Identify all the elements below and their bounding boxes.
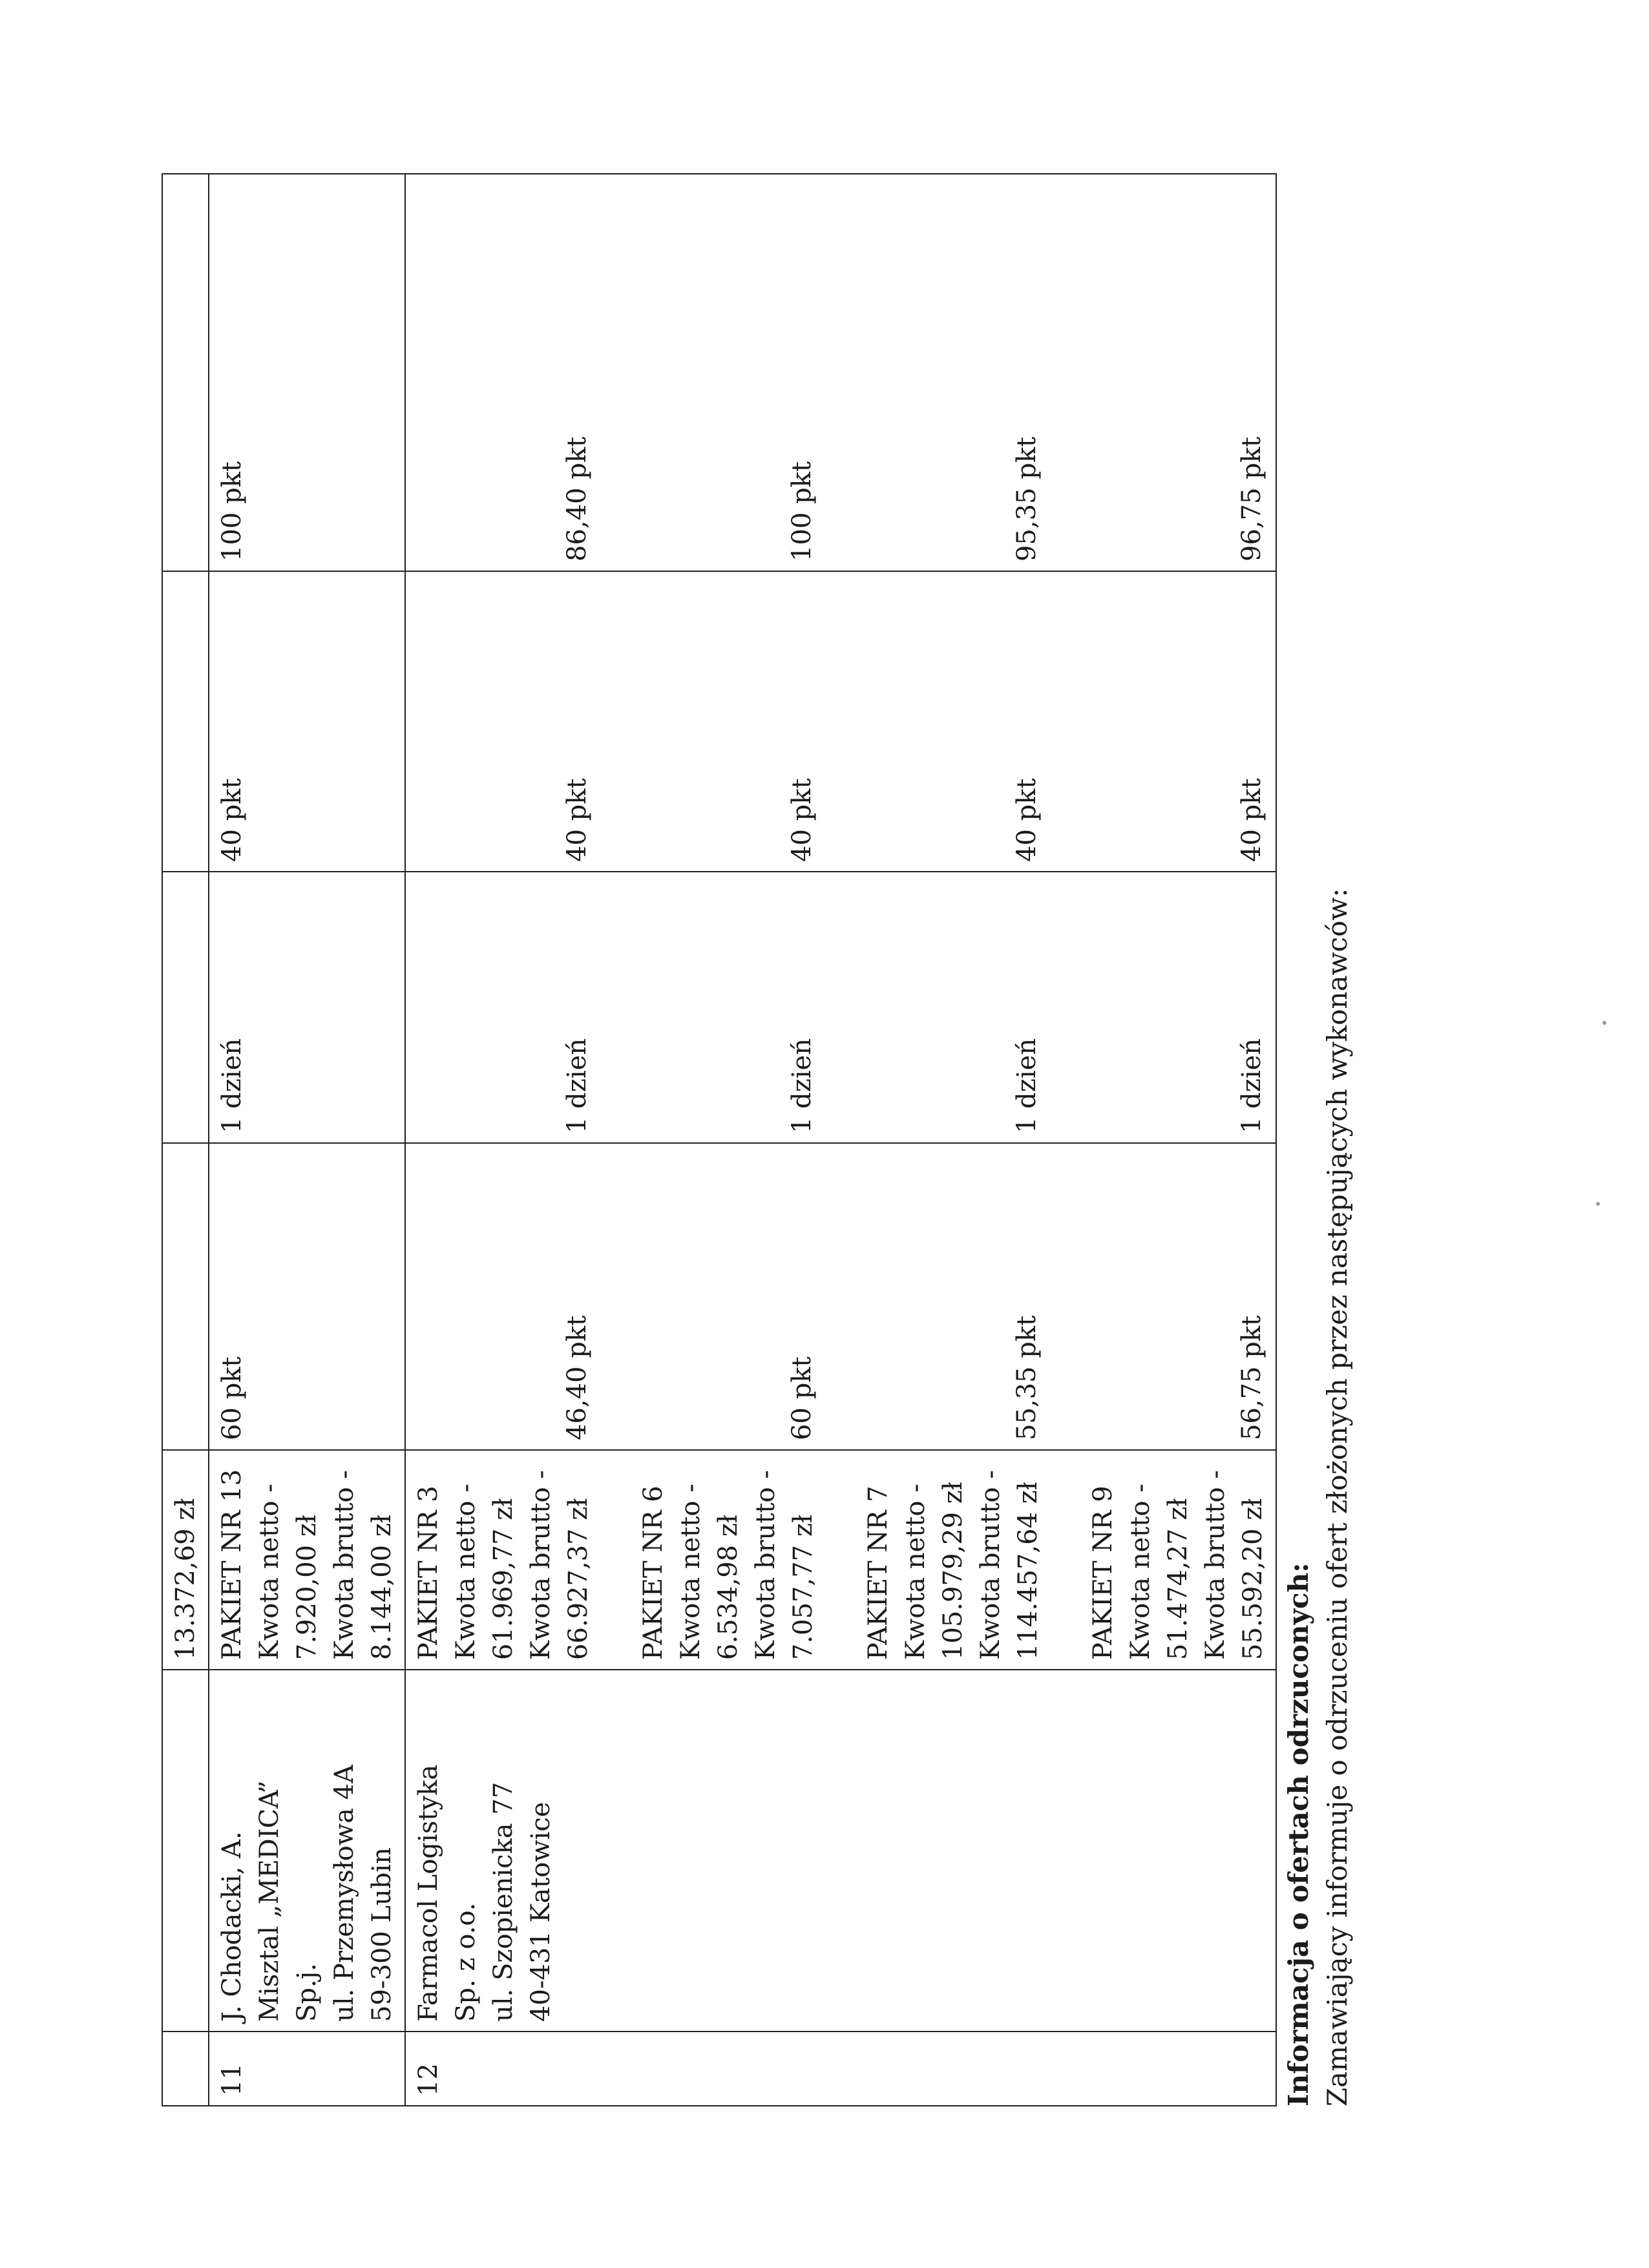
package xyxy=(1084,1460,1272,1660)
company-line: ul. Przemysłowa 4A xyxy=(330,1764,359,2022)
netto-amount: 61.969,77 zł xyxy=(488,1498,518,1660)
price-points: 60 pkt xyxy=(787,1356,817,1440)
price-points-cell xyxy=(405,1143,1276,1450)
netto-amount: 105.979,29 zł xyxy=(938,1482,968,1660)
brutto-label: Kwota brutto - xyxy=(1201,1470,1230,1660)
other-points-cell: 40 pkt xyxy=(209,571,405,872)
netto-label: Kwota netto - xyxy=(676,1484,706,1660)
company-line: ul. Szopienicka 77 xyxy=(488,1781,518,2022)
table-cell xyxy=(162,174,209,571)
table-row xyxy=(209,174,405,2106)
company-cell xyxy=(405,1670,1276,2032)
rotated-page-content xyxy=(162,168,1389,2106)
company-line: J. Chodacki, A. xyxy=(217,1831,247,2022)
other-points: 40 pkt xyxy=(787,778,817,862)
package xyxy=(635,1460,822,1660)
package xyxy=(410,1460,597,1660)
other-points: 40 pkt xyxy=(1012,778,1042,862)
netto-amount: 51.474,27 zł xyxy=(1163,1498,1193,1660)
brutto-amount: 7.057,77 zł xyxy=(788,1515,818,1660)
company-cell xyxy=(209,1670,405,2032)
company-line: Misztal „MEDICA” xyxy=(255,1780,284,2022)
table-cell xyxy=(162,1143,209,1450)
scan-speck xyxy=(1602,1021,1606,1025)
delivery-time: 1 dzień xyxy=(1012,1038,1042,1133)
package-title: PAKIET NR 7 xyxy=(863,1486,893,1660)
table-row xyxy=(405,174,1276,2106)
other-points: 40 pkt xyxy=(562,778,592,862)
brutto-label: Kwota brutto - xyxy=(330,1470,359,1660)
netto-label: Kwota netto - xyxy=(255,1484,284,1660)
brutto-amount: 66.927,37 zł xyxy=(563,1498,593,1660)
section-heading: Informacja o ofertach odrzuconych: xyxy=(1283,1562,1314,2106)
price-points: 56,75 pkt xyxy=(1237,1315,1266,1440)
total-points: 96,75 pkt xyxy=(1237,436,1266,562)
table-cell xyxy=(162,2032,209,2106)
netto-amount: 6.534,98 zł xyxy=(713,1515,743,1660)
table-row xyxy=(162,174,209,2106)
company-line: Farmacol Logistyka xyxy=(414,1764,443,2022)
brutto-amount: 114.457,64 zł xyxy=(1013,1482,1043,1660)
section-text: Zamawiający informuje o odrzuceniu ofert złożonych przez następujących wykonawców: xyxy=(1321,888,1353,2106)
company-line: 40-431 Katowice xyxy=(526,1801,556,2022)
table-cell xyxy=(162,1670,209,2032)
netto-amount: 7.920,00 zł xyxy=(292,1515,322,1660)
price-points-cell: 60 pkt xyxy=(209,1143,405,1450)
delivery-time: 1 dzień xyxy=(787,1038,817,1133)
package-cell xyxy=(209,1450,405,1670)
company-line: Sp. z o.o. xyxy=(451,1902,481,2022)
package-title: PAKIET NR 9 xyxy=(1088,1486,1118,1660)
company-line: 59-300 Lubin xyxy=(367,1847,397,2022)
total-points-cell: 100 pkt xyxy=(209,174,405,571)
brutto-amount: 55.592,20 zł xyxy=(1238,1498,1268,1660)
table-cell xyxy=(162,571,209,872)
rejected-offers-section xyxy=(1279,174,1357,2106)
netto-label: Kwota netto - xyxy=(451,1484,481,1660)
delivery-time: 1 dzień xyxy=(562,1038,592,1133)
delivery-cell: 1 dzień xyxy=(209,872,405,1143)
price-points: 46,40 pkt xyxy=(562,1315,592,1440)
brutto-amount: 8.144,00 zł xyxy=(367,1515,397,1660)
row-number: 11 xyxy=(209,2032,405,2106)
price-points: 55,35 pkt xyxy=(1012,1315,1042,1440)
delivery-cell xyxy=(405,872,1276,1143)
total-points: 95,35 pkt xyxy=(1012,436,1042,562)
netto-label: Kwota netto - xyxy=(1126,1484,1155,1660)
package-cell xyxy=(405,1450,1276,1670)
total-points: 100 pkt xyxy=(787,461,817,562)
company-line: Sp.j. xyxy=(292,1963,322,2022)
brutto-label: Kwota brutto - xyxy=(976,1470,1005,1660)
package-title: PAKIET NR 13 xyxy=(217,1469,247,1660)
scan-speck xyxy=(1596,1202,1600,1206)
package-title: PAKIET NR 6 xyxy=(638,1486,668,1660)
total-points-cell xyxy=(405,174,1276,571)
other-points-cell xyxy=(405,571,1276,872)
delivery-time: 1 dzień xyxy=(1237,1038,1266,1133)
amount-cell: 13.372,69 zł xyxy=(162,1450,209,1670)
package-title: PAKIET NR 3 xyxy=(414,1486,443,1660)
offers-table xyxy=(162,173,1277,2106)
package xyxy=(859,1460,1047,1660)
other-points: 40 pkt xyxy=(1237,778,1266,862)
brutto-label: Kwota brutto - xyxy=(751,1470,781,1660)
netto-label: Kwota netto - xyxy=(901,1484,930,1660)
package xyxy=(213,1460,401,1660)
table-cell xyxy=(162,872,209,1143)
row-number: 12 xyxy=(405,2032,1276,2106)
total-points: 86,40 pkt xyxy=(562,436,592,562)
brutto-label: Kwota brutto - xyxy=(526,1470,556,1660)
